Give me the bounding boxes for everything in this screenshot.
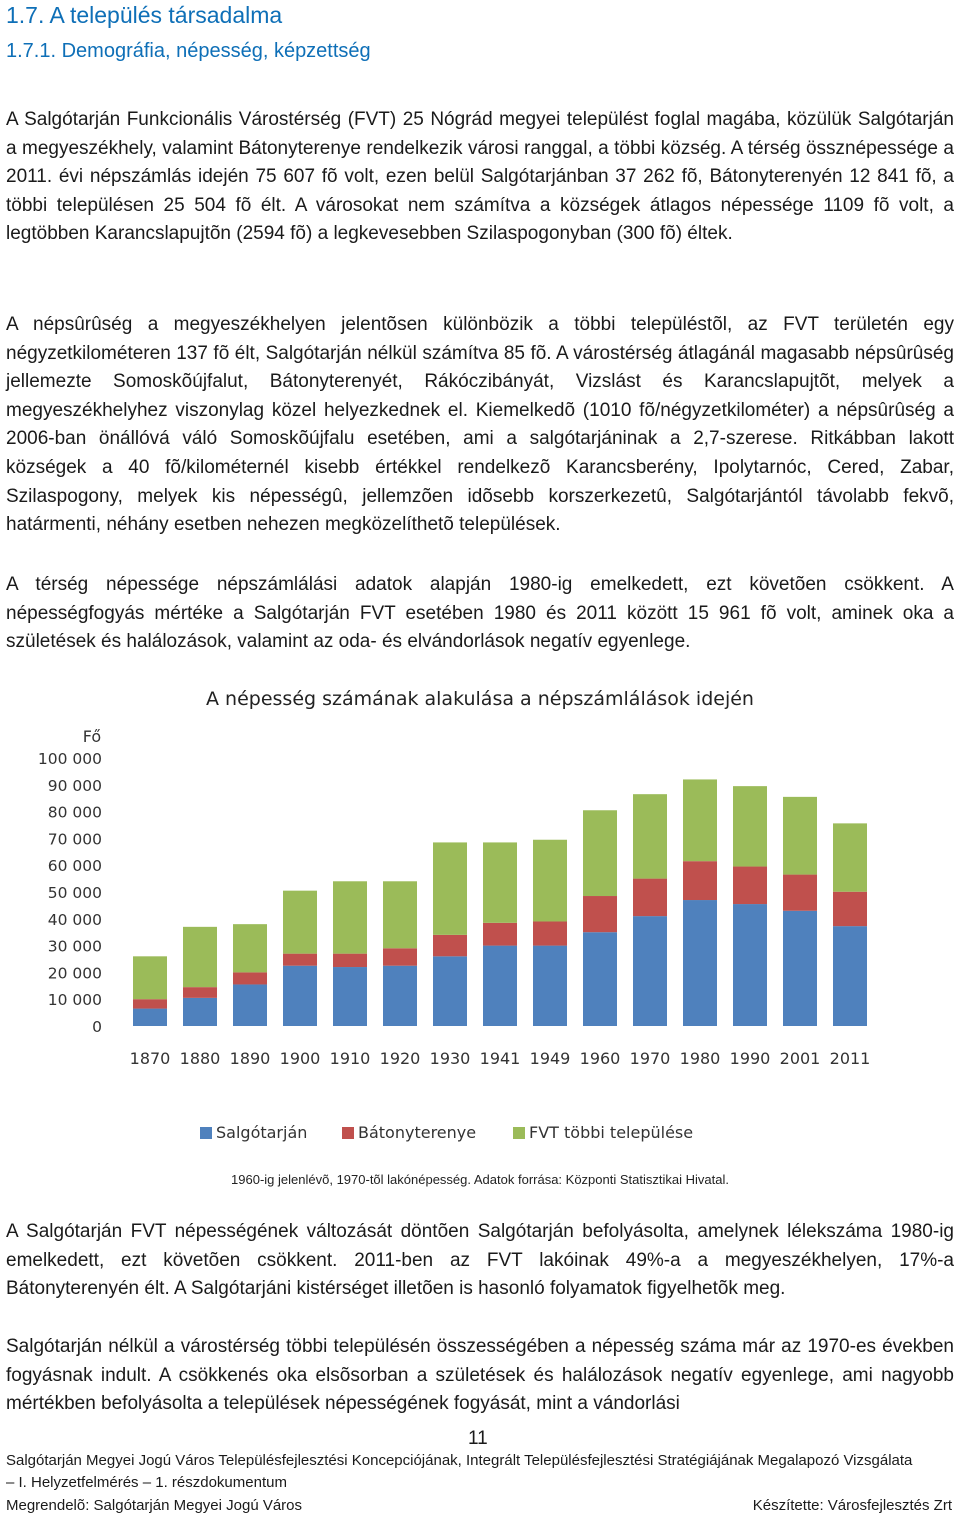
x-tick-label: 1920	[379, 1049, 421, 1068]
bar-segment	[533, 946, 567, 1026]
bar-segment	[483, 923, 517, 946]
legend-label: FVT többi települése	[529, 1123, 694, 1142]
bar-segment	[283, 891, 317, 954]
paragraph-other-settlements: Salgótarján nélkül a várostérség többi településén összességében a népesség száma már az 1970-es években fogyásnak indult. A csökkenés oka elsõsorban a születések és halálozások negatív egyenlege, ami nagyobb mértékben befolyásolta a települések népességének fogyását, mint a vándorlási	[6, 1336, 954, 1415]
legend-label: Salgótarján	[216, 1123, 308, 1142]
bar-segment	[633, 879, 667, 917]
bar-segment	[183, 998, 217, 1026]
paragraph-trend: A térség népessége népszámlálási adatok alapján 1980-ig emelkedett, ezt követõen csökkent. A népességfogyás mértéke a Salgótarján FVT esetében 1980 és 2011 között 15 961 fõ volt, aminek oka a születések és halálozások, valamint az oda- és elvándorlások negatív egyenlege.	[6, 574, 954, 653]
bar-segment	[583, 896, 617, 932]
paragraph-density: A népsûrûség a megyeszékhelyen jelentõsen különbözik a többi településtõl, az FVT területén egy négyzetkilométeren 137 fõ élt, Salgótarján nélkül számítva 85 fõ. A várostérség átlagánál magasabb népsûrûség jellemezte Somoskõújfalut, Bátonyterenyét, Rákóczibányát, Vizslást és Karancslapujtõt, melyek a megyeszékhelyhez viszonylag közel helyezkednek el. Kiemelkedõ (1010 fõ/négyzetkilométer) a népsûrûség a 2006-ban önállóvá váló Somoskõújfalu esetében, ami a salgótarjáninak a 2,7-szerese. Ritkábban lakott községek a 40 fõ/kilométernél kisebb értékkel rendelkezõ Karancsberény, Ipolytarnóc, Cered, Zabar, Szilaspogony, melyek kis népességû, jellemzõen idõsebb korszerkezetû, Salgótarjántól távolabb fekvõ, határmenti, néhány esetben nehezen megközelíthetõ települések.	[6, 314, 954, 536]
bar-segment	[733, 786, 767, 866]
x-tick-label: 1890	[229, 1049, 271, 1068]
bar-segment	[283, 954, 317, 966]
bar-segment	[583, 810, 617, 896]
x-tick-label: 1990	[729, 1049, 771, 1068]
x-tick-label: 1910	[329, 1049, 371, 1068]
bar-segment	[433, 842, 467, 934]
population-chart	[0, 720, 960, 1170]
y-axis-label: Fő	[82, 727, 102, 746]
y-tick-label: 100 000	[37, 750, 102, 768]
bar-segment	[383, 966, 417, 1026]
bar-segment	[233, 984, 267, 1026]
bar-segment	[233, 924, 267, 972]
x-tick-label: 1941	[479, 1049, 521, 1068]
bar-segment	[133, 956, 167, 999]
bar-segment	[133, 999, 167, 1008]
page-number: 11	[468, 1428, 488, 1449]
bar-segment	[783, 875, 817, 911]
bar-segment	[383, 881, 417, 948]
bar-segment	[733, 904, 767, 1026]
y-tick-label: 20 000	[47, 964, 102, 983]
x-tick-label: 2011	[829, 1049, 871, 1068]
y-tick-label: 60 000	[47, 857, 102, 876]
bar-segment	[683, 900, 717, 1026]
footer-line-1: Salgótarján Megyei Jogú Város Településfejlesztési Koncepciójának, Integrált Településfejlesztési Stratégiájának Megalapozó Vizsgálata	[6, 1452, 913, 1469]
bar-segment	[533, 921, 567, 945]
paragraph-salgotarjan: A Salgótarján FVT népességének változását döntõen Salgótarján befolyásolta, amelynek lélekszáma 1980-ig emelkedett, ezt követõen csökkent. 2011-ben az FVT lakóinak 49%-a a megyeszékhelyen, 17%-a Bátonyterenyén élt. A Salgótarjáni kistérséget illetõen is hasonló folyamatok figyelhetõk meg.	[6, 1221, 954, 1300]
y-tick-label: 40 000	[47, 910, 102, 929]
legend-swatch	[513, 1127, 525, 1139]
bar-segment	[283, 966, 317, 1026]
bar-segment	[383, 948, 417, 965]
bar-segment	[183, 987, 217, 998]
section-heading: 1.7. A település társadalma	[6, 2, 283, 28]
footer-client: Megrendelõ: Salgótarján Megyei Jogú Város	[6, 1497, 303, 1514]
bar-segment	[783, 911, 817, 1026]
bar-segment	[533, 840, 567, 922]
bar-segment	[133, 1009, 167, 1026]
bar-segment	[683, 861, 717, 900]
x-tick-label: 1900	[279, 1049, 321, 1068]
subsection-heading: 1.7.1. Demográfia, népesség, képzettség	[6, 40, 371, 62]
x-tick-label: 1980	[679, 1049, 721, 1068]
y-tick-label: 0	[92, 1018, 102, 1036]
chart-source-note: 1960-ig jelenlévõ, 1970-tõl lakónépesség. Adatok forrása: Központi Statisztikai Hivatal.	[231, 1172, 729, 1187]
bar-segment	[833, 892, 867, 926]
bar-segment	[333, 954, 367, 967]
bar-segment	[733, 867, 767, 905]
bar-segment	[683, 779, 717, 861]
bar-segment	[333, 881, 367, 953]
y-tick-label: 80 000	[47, 803, 102, 822]
x-tick-label: 2001	[779, 1049, 821, 1068]
bar-segment	[783, 797, 817, 875]
bar-segment	[233, 972, 267, 984]
footer-line-2: – I. Helyzetfelmérés – 1. részdokumentum	[6, 1474, 287, 1491]
x-tick-label: 1870	[129, 1049, 171, 1068]
x-tick-label: 1880	[179, 1049, 221, 1068]
bar-segment	[433, 956, 467, 1026]
bar-segment	[633, 916, 667, 1026]
legend-swatch	[342, 1127, 354, 1139]
y-tick-label: 10 000	[47, 991, 102, 1010]
bar-segment	[183, 927, 217, 987]
bar-segment	[833, 823, 867, 891]
x-tick-label: 1970	[629, 1049, 671, 1068]
y-tick-label: 70 000	[47, 830, 102, 849]
legend-label: Bátonyterenye	[358, 1123, 477, 1142]
y-tick-label: 90 000	[47, 776, 102, 795]
x-tick-label: 1949	[529, 1049, 571, 1068]
bar-segment	[483, 946, 517, 1026]
chart-title: A népesség számának alakulása a népszámlálások idején	[206, 688, 754, 710]
footer-author: Készítette: Városfejlesztés Zrt	[752, 1497, 952, 1514]
bar-segment	[583, 932, 617, 1026]
legend-swatch	[200, 1127, 212, 1139]
bar-segment	[833, 926, 867, 1026]
bar-segment	[433, 935, 467, 956]
paragraph-intro: A Salgótarján Funkcionális Várostérség (FVT) 25 Nógrád megyei települést foglal magába, közülük Salgótarján a megyeszékhely, valamint Bátonyterenye rendelkezik városi ranggal, a többi község. A térség össznépessége a 2011. évi népszámlás idején 75 607 fõ volt, ezen belül Salgótarjánban 37 262 fõ, Bátonyterenyén 12 841 fõ, a többi településen 25 504 fõ élt. A városokat nem számítva a községek átlagos népessége 1109 fõ volt, a legtöbben Karancslapujtõn (2594 fõ) a legkevesebben Szilaspogonyban (300 fõ) éltek.	[6, 109, 954, 245]
bar-segment	[333, 967, 367, 1026]
bar-segment	[633, 794, 667, 878]
x-tick-label: 1960	[579, 1049, 621, 1068]
bar-segment	[483, 842, 517, 922]
y-tick-label: 50 000	[47, 884, 102, 902]
x-tick-label: 1930	[429, 1049, 471, 1068]
y-tick-label: 30 000	[47, 937, 102, 956]
